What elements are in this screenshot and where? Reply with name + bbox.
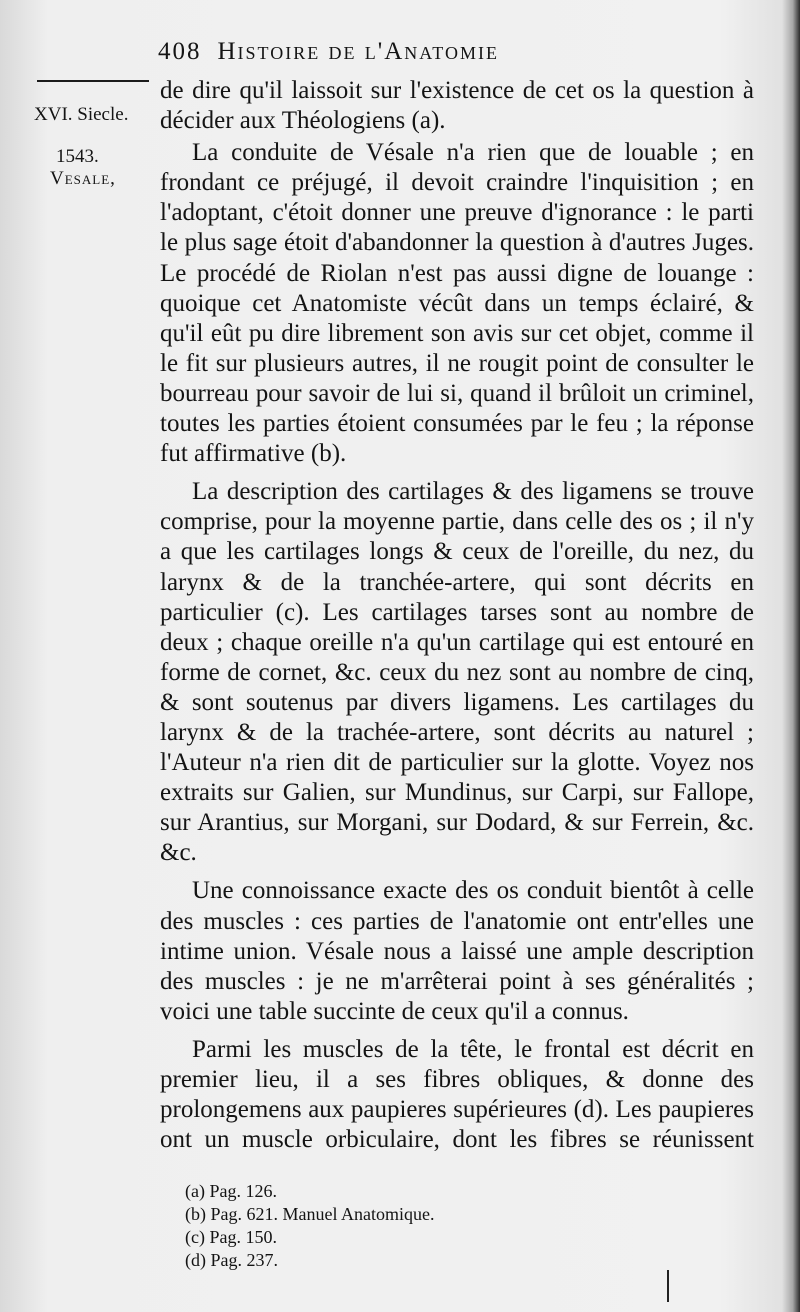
- paragraph-5: Parmi les muscles de la tête, le frontal est décrit en premier lieu, il a ses fibres obliques, & donne des prolongemens aux paupieres supérieures (d). Les paupieres ont un muscle orbiculaire, dont les fibres se réunissent: [160, 1035, 754, 1154]
- page-mark: [667, 1270, 669, 1302]
- footnotes: [185, 1180, 685, 1272]
- running-head: [158, 38, 758, 66]
- footnote-b: (b) Pag. 621. Manuel Anatomique.: [185, 1204, 435, 1224]
- page-number: 408: [158, 38, 202, 65]
- margin-note-century: XVI. Siecle.: [34, 104, 129, 125]
- footnote-a: (a) Pag. 126.: [185, 1181, 277, 1201]
- margin-rule: [37, 80, 149, 82]
- running-title: Histoire de l'Anatomie: [217, 38, 499, 65]
- paragraph-3: La description des cartilages & des ligamens se trouve comprise, pour la moyenne partie, dans celle des os ; il n'y a que les cartilages longs & ceux de l'oreille, du nez, du larynx & de la tranchée-artere, qui sont décrits en particulier (c). Les cartilages tarses sont au nombre de deux ; chaque oreille n'a qu'un cartilage qui est entouré en forme de cornet, &c. ceux du nez sont au nombre de cinq, & sont soutenus par divers ligamens. Les cartilages du larynx & de la trachée-artere, sont décrits au naturel ; l'Auteur n'a rien dit de particulier sur la glotte. Voyez nos extraits sur Galien, sur Mundinus, sur Carpi, sur Fallope, sur Arantius, sur Morgani, sur Dodard, & sur Ferrein, &c. &c.: [160, 478, 754, 867]
- footnote-d: (d) Pag. 237.: [185, 1250, 278, 1270]
- page-edge-shadow: [782, 0, 800, 1312]
- body-text: [160, 76, 754, 1155]
- margin-note-author: Vesale,: [50, 168, 116, 189]
- paragraph-1: de dire qu'il laissoit sur l'existence de cet os la question à décider aux Théologiens (a).: [160, 77, 754, 135]
- footnote-c: (c) Pag. 150.: [185, 1227, 277, 1247]
- margin-note-year: 1543.: [56, 146, 99, 167]
- paragraph-2: La conduite de Vésale n'a rien que de louable ; en frondant ce préjugé, il devoit craindre l'inquisition ; en l'adoptant, c'étoit donner une preuve d'ignorance : le parti le plus sage étoit d'abandonner la question à d'autres Juges. Le procédé de Riolan n'est pas aussi digne de louange : quoique cet Anatomiste vécût dans un temps éclairé, & qu'il eût pu dire librement son avis sur cet objet, comme il le fit sur plusieurs autres, il ne rougit point de consulter le bourreau pour savoir de lui si, quand il brûloit un criminel, toutes les parties étoient consumées par le feu ; la réponse fut affirmative (b).: [160, 139, 754, 468]
- paragraph-4: Une connoissance exacte des os conduit bientôt à celle des muscles : ces parties de l'anatomie ont entr'elles une intime union. Vésale nous a laissé une ample description des muscles : je ne m'arrêterai point à ses généralités ; voici une table succinte de ceux qu'il a connus.: [160, 877, 754, 1025]
